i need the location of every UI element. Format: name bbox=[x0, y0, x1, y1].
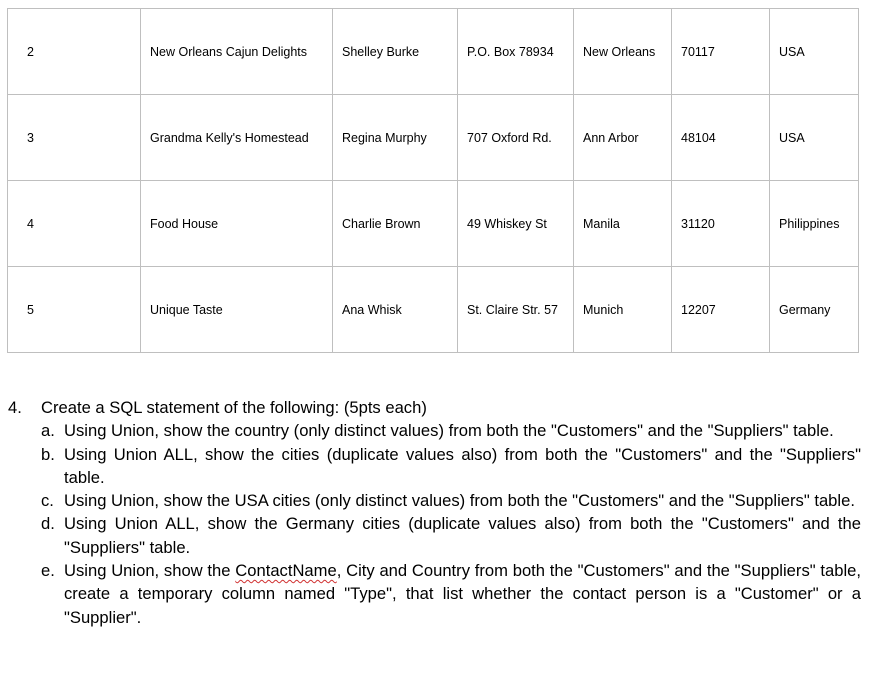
cell-address: 707 Oxford Rd. bbox=[458, 95, 574, 181]
part-text: Using Union, show the country (only distinct values) from both the "Customers" and the "Suppliers" table. bbox=[64, 421, 834, 441]
part-text: Using Union, show the USA cities (only distinct values) from both the "Customers" and the "Suppliers" table. bbox=[64, 491, 855, 511]
cell-supplier-name: Unique Taste bbox=[141, 267, 333, 353]
table-row bbox=[8, 181, 859, 267]
question-part-e bbox=[0, 559, 869, 629]
cell-address: 49 Whiskey St bbox=[458, 181, 574, 267]
misspelled-word: ContactName bbox=[235, 561, 337, 581]
cell-supplier-name: New Orleans Cajun Delights bbox=[141, 9, 333, 95]
cell-city: Ann Arbor bbox=[574, 95, 672, 181]
cell-city: Munich bbox=[574, 267, 672, 353]
cell-supplier-id: 5 bbox=[8, 267, 141, 353]
question-parts-list bbox=[0, 419, 869, 629]
part-text: Using Union ALL, show the cities (duplicate values also) from both the "Customers" and the "Suppliers" table. bbox=[64, 444, 861, 487]
question-part-b bbox=[0, 443, 869, 490]
cell-city: Manila bbox=[574, 181, 672, 267]
part-text-before: Using Union, show the bbox=[64, 561, 236, 581]
question-part-c bbox=[0, 489, 869, 512]
question-title: Create a SQL statement of the following: (5pts each) bbox=[41, 398, 427, 417]
cell-country: USA bbox=[770, 9, 859, 95]
cell-city: New Orleans bbox=[574, 9, 672, 95]
cell-postal-code: 48104 bbox=[672, 95, 770, 181]
part-letter: e. bbox=[41, 561, 55, 581]
part-letter: c. bbox=[41, 491, 54, 511]
cell-contact-name: Shelley Burke bbox=[333, 9, 458, 95]
part-letter: b. bbox=[41, 444, 55, 464]
cell-postal-code: 12207 bbox=[672, 267, 770, 353]
part-letter: a. bbox=[41, 421, 55, 441]
table-row bbox=[8, 95, 859, 181]
cell-postal-code: 31120 bbox=[672, 181, 770, 267]
cell-postal-code: 70117 bbox=[672, 9, 770, 95]
cell-address: St. Claire Str. 57 bbox=[458, 267, 574, 353]
part-letter: d. bbox=[41, 514, 55, 534]
question-heading bbox=[0, 396, 869, 419]
question-part-a bbox=[0, 419, 869, 442]
cell-country: Philippines bbox=[770, 181, 859, 267]
cell-country: Germany bbox=[770, 267, 859, 353]
cell-supplier-id: 4 bbox=[8, 181, 141, 267]
table-row bbox=[8, 267, 859, 353]
part-text-after: , City and Country from both the "Customers" and the "Suppliers" table, create a temporary column named "Type", that list whether the contact person is a "Customer" or a "Supplier". bbox=[64, 561, 861, 627]
cell-supplier-id: 3 bbox=[8, 95, 141, 181]
cell-supplier-id: 2 bbox=[8, 9, 141, 95]
cell-address: P.O. Box 78934 bbox=[458, 9, 574, 95]
suppliers-table bbox=[7, 8, 859, 353]
cell-supplier-name: Food House bbox=[141, 181, 333, 267]
cell-supplier-name: Grandma Kelly's Homestead bbox=[141, 95, 333, 181]
table-row bbox=[8, 9, 859, 95]
part-text: Using Union ALL, show the Germany cities (duplicate values also) from both the "Customers" and the "Suppliers" table. bbox=[64, 514, 861, 557]
question-number: 4. bbox=[8, 398, 22, 417]
cell-contact-name: Charlie Brown bbox=[333, 181, 458, 267]
cell-country: USA bbox=[770, 95, 859, 181]
question-part-d bbox=[0, 512, 869, 559]
question-block bbox=[0, 396, 869, 629]
cell-contact-name: Ana Whisk bbox=[333, 267, 458, 353]
cell-contact-name: Regina Murphy bbox=[333, 95, 458, 181]
